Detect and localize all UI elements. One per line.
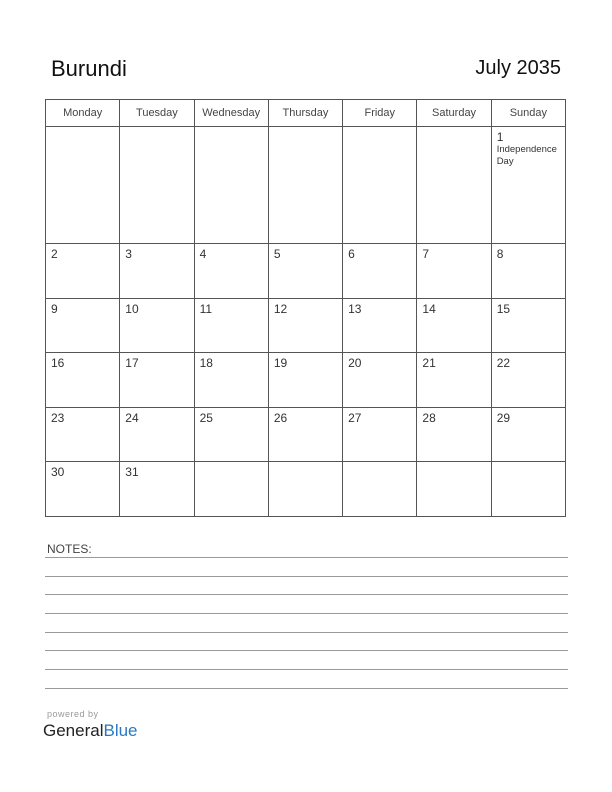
day-cell[interactable] xyxy=(46,244,120,299)
day-cell[interactable] xyxy=(46,127,120,244)
day-number: 23 xyxy=(51,410,65,425)
day-cell[interactable] xyxy=(120,353,194,408)
notes-label: NOTES: xyxy=(47,542,92,556)
day-number: 16 xyxy=(51,356,65,371)
day-cell[interactable] xyxy=(417,353,491,408)
note-line xyxy=(45,650,568,651)
weekday-saturday: Saturday xyxy=(417,100,491,127)
day-cell[interactable] xyxy=(120,298,194,353)
day-number: 14 xyxy=(422,301,436,316)
day-cell[interactable] xyxy=(194,127,268,244)
note-line xyxy=(45,557,568,558)
day-number: 18 xyxy=(199,356,213,371)
day-cell[interactable] xyxy=(194,462,268,517)
week-row xyxy=(46,244,566,299)
day-number: 11 xyxy=(199,301,213,316)
day-cell[interactable] xyxy=(343,298,417,353)
day-number: 2 xyxy=(51,247,58,261)
day-number: 12 xyxy=(273,301,288,316)
note-line xyxy=(45,632,568,633)
day-number: 29 xyxy=(496,410,511,425)
weekday-friday: Friday xyxy=(343,100,417,127)
day-cell[interactable] xyxy=(268,353,342,408)
brand-general: General xyxy=(43,721,104,740)
day-cell[interactable] xyxy=(343,462,417,517)
note-line xyxy=(45,688,568,689)
day-number: 27 xyxy=(348,410,362,425)
day-cell[interactable] xyxy=(491,407,565,462)
day-number: 4 xyxy=(199,247,207,261)
week-row xyxy=(46,353,566,408)
day-number: 28 xyxy=(422,410,436,425)
day-cell[interactable] xyxy=(194,353,268,408)
day-number: 9 xyxy=(51,301,58,316)
brand-blue: Blue xyxy=(103,721,138,740)
day-number: 25 xyxy=(199,410,213,425)
day-cell[interactable] xyxy=(491,353,565,408)
day-cell[interactable] xyxy=(417,407,491,462)
day-cell[interactable] xyxy=(268,244,342,299)
day-number: 6 xyxy=(348,247,355,261)
day-cell[interactable] xyxy=(491,298,565,353)
day-cell[interactable] xyxy=(268,462,342,517)
day-cell[interactable] xyxy=(343,407,417,462)
weekday-tuesday: Tuesday xyxy=(120,100,194,127)
generalblue-logo[interactable] xyxy=(43,721,138,741)
day-number: 5 xyxy=(273,247,281,261)
day-cell[interactable] xyxy=(120,244,194,299)
note-line xyxy=(45,594,568,595)
day-number: 13 xyxy=(348,301,362,316)
day-cell[interactable] xyxy=(491,127,565,244)
day-number: 3 xyxy=(125,247,132,261)
day-number: 24 xyxy=(125,410,139,425)
day-cell[interactable] xyxy=(120,462,194,517)
day-cell[interactable] xyxy=(268,298,342,353)
day-cell[interactable] xyxy=(194,298,268,353)
country-title: Burundi xyxy=(51,56,127,81)
day-cell[interactable] xyxy=(46,407,120,462)
day-number: 10 xyxy=(125,301,139,316)
day-cell[interactable] xyxy=(268,127,342,244)
day-number: 31 xyxy=(125,465,139,480)
week-row xyxy=(46,127,566,244)
day-cell[interactable] xyxy=(417,127,491,244)
day-number: 7 xyxy=(422,247,430,261)
powered-by-text: powered by xyxy=(47,709,99,719)
day-number: 20 xyxy=(348,356,362,371)
day-cell[interactable] xyxy=(46,353,120,408)
day-number: 30 xyxy=(51,465,65,480)
note-line xyxy=(45,576,568,577)
day-cell[interactable] xyxy=(491,244,565,299)
day-cell[interactable] xyxy=(491,462,565,517)
weekday-sunday: Sunday xyxy=(491,100,565,127)
day-cell[interactable] xyxy=(417,244,491,299)
weekday-monday: Monday xyxy=(46,100,120,127)
day-cell[interactable] xyxy=(194,244,268,299)
weekday-header-row xyxy=(46,100,566,127)
day-cell[interactable] xyxy=(194,407,268,462)
week-row xyxy=(46,462,566,517)
day-cell[interactable] xyxy=(120,127,194,244)
weekday-thursday: Thursday xyxy=(268,100,342,127)
week-row xyxy=(46,298,566,353)
month-title: July 2035 xyxy=(475,57,561,79)
day-cell[interactable] xyxy=(417,462,491,517)
day-number: 19 xyxy=(273,356,288,371)
day-cell[interactable] xyxy=(46,462,120,517)
day-number: 21 xyxy=(422,356,436,371)
note-line xyxy=(45,669,568,670)
day-number: 17 xyxy=(125,356,139,371)
day-cell[interactable] xyxy=(343,353,417,408)
calendar-grid xyxy=(45,99,566,517)
day-number: 22 xyxy=(496,356,511,371)
note-line xyxy=(45,613,568,614)
day-cell[interactable] xyxy=(417,298,491,353)
weekday-wednesday: Wednesday xyxy=(194,100,268,127)
day-number: 26 xyxy=(273,410,288,425)
week-row xyxy=(46,407,566,462)
day-cell[interactable] xyxy=(343,244,417,299)
day-number: 15 xyxy=(496,301,511,316)
day-cell[interactable] xyxy=(343,127,417,244)
day-cell[interactable] xyxy=(46,298,120,353)
day-number: 1 xyxy=(496,130,504,144)
day-number: 8 xyxy=(496,247,504,261)
day-cell[interactable] xyxy=(120,407,194,462)
holiday-label: Independence Day xyxy=(496,144,557,167)
day-cell[interactable] xyxy=(268,407,342,462)
